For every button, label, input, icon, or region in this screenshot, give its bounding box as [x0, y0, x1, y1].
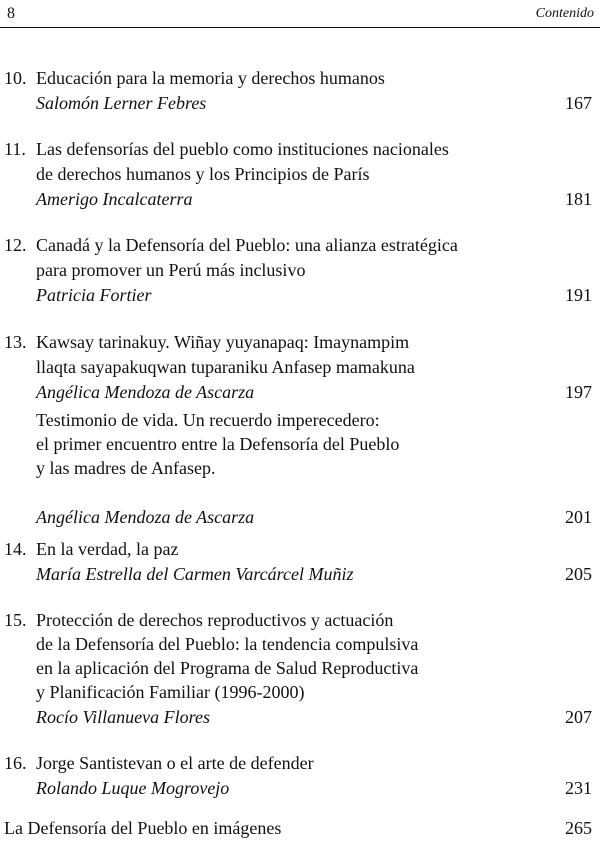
entry-author: Salomón Lerner Febres — [36, 93, 207, 113]
entry-title: Educación para la memoria y derechos humanos — [36, 68, 385, 88]
entry-number: 15. — [4, 610, 27, 630]
entry-title: de la Defensoría del Pueblo: la tendencia compulsiva — [36, 634, 419, 654]
entry-page: 191 — [565, 285, 592, 305]
entry-title: de derechos humanos y los Principios de París — [36, 164, 370, 184]
entry-author: Rolando Luque Mogrovejo — [36, 778, 230, 798]
entry-title: Jorge Santistevan o el arte de defender — [36, 753, 314, 773]
entry-page: 197 — [565, 382, 592, 402]
running-title: Contenido — [535, 6, 594, 21]
entry-title: para promover un Perú más inclusivo — [36, 260, 306, 280]
entry-page: 205 — [565, 564, 592, 584]
entry-title: Protección de derechos reproductivos y actuación — [36, 610, 394, 630]
entry-page: 231 — [565, 778, 592, 798]
entry-title: Kawsay tarinakuy. Wiñay yuyanapaq: Imaynampim — [36, 332, 410, 352]
entry-author: Patricia Fortier — [36, 285, 152, 305]
header-rule — [0, 27, 600, 28]
entry-author: María Estrella del Carmen Varcárcel Muñiz — [36, 564, 354, 584]
entry-title: Canadá y la Defensoría del Pueblo: una alianza estratégica — [36, 235, 458, 255]
entry-title: Las defensorías del pueblo como instituciones nacionales — [36, 139, 449, 159]
entry-number: 13. — [4, 332, 27, 352]
entry-number: 16. — [4, 753, 27, 773]
entry-page: 181 — [565, 189, 592, 209]
entry-title: llaqta sayapakuqwan tuparaniku Anfasep mamakuna — [36, 357, 415, 377]
entry-author: Rocío Villanueva Flores — [36, 707, 210, 727]
entry-author: Amerigo Incalcaterra — [36, 189, 193, 209]
entry-page: 265 — [565, 818, 592, 838]
entry-number: 10. — [4, 68, 27, 88]
running-header — [0, 0, 600, 28]
entry-title: La Defensoría del Pueblo en imágenes — [4, 818, 282, 838]
entry-number: 11. — [4, 139, 26, 159]
entry-title: en la aplicación del Programa de Salud Reproductiva — [36, 658, 419, 678]
entry-author: Angélica Mendoza de Ascarza — [36, 382, 255, 402]
entry-author: Angélica Mendoza de Ascarza — [36, 507, 255, 527]
entry-title: y las madres de Anfasep. — [36, 458, 216, 478]
entry-title: Testimonio de vida. Un recuerdo imperecedero: — [36, 410, 380, 430]
entry-page: 201 — [565, 507, 592, 527]
page-number: 8 — [7, 5, 15, 22]
entry-page: 207 — [565, 707, 592, 727]
entry-title: En la verdad, la paz — [36, 539, 179, 559]
entry-title: y Planificación Familiar (1996-2000) — [36, 682, 305, 702]
entry-number: 12. — [4, 235, 27, 255]
entry-title: el primer encuentro entre la Defensoría del Pueblo — [36, 434, 400, 454]
entry-page: 167 — [565, 93, 592, 113]
entry-number: 14. — [4, 539, 27, 559]
